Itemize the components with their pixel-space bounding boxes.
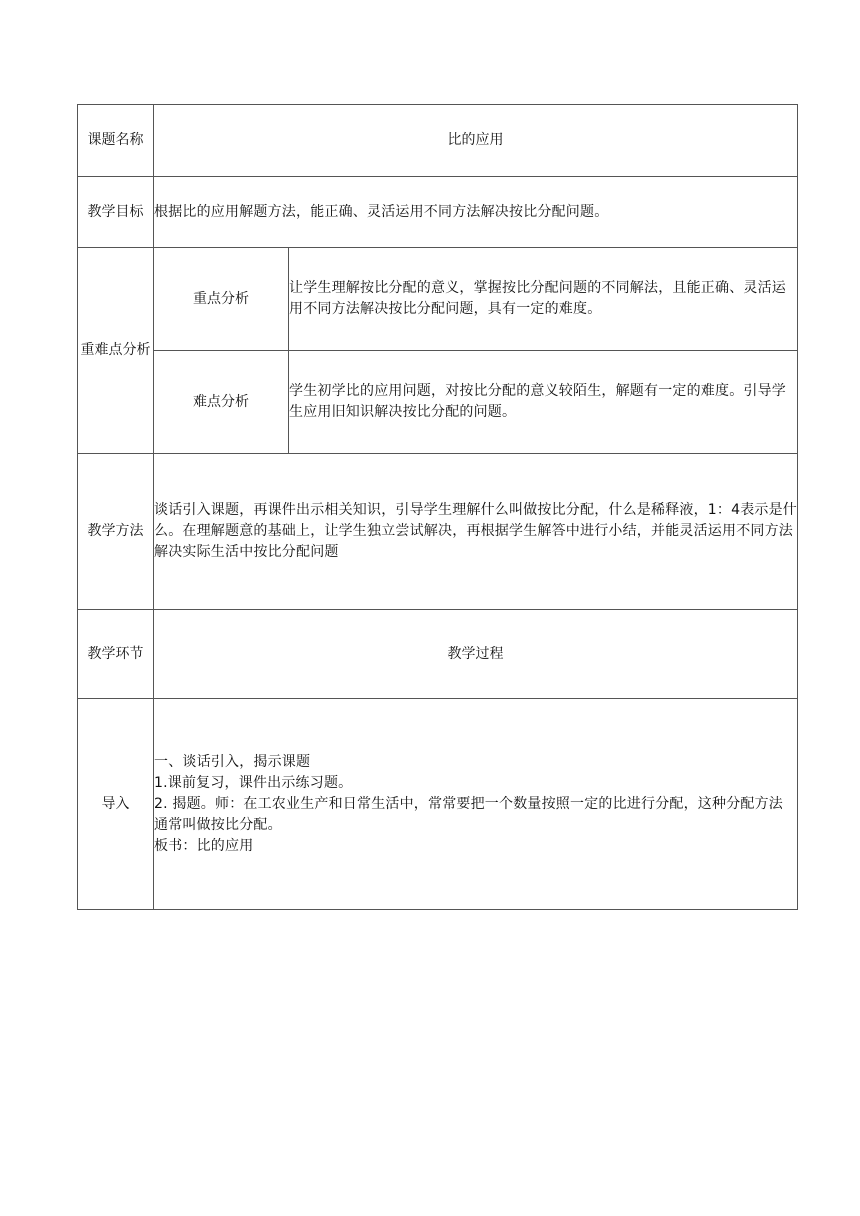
teaching-method-label: 教学方法 (78, 454, 154, 610)
teaching-process-header: 教学过程 (154, 610, 798, 699)
difficult-point-label: 难点分析 (154, 351, 289, 454)
key-point-value: 让学生理解按比分配的意义，掌握按比分配问题的不同解法，且能正确、灵活运用不同方法解决按比分配问题，具有一定的难度。 (289, 248, 798, 351)
row-difficult-point (78, 351, 798, 454)
key-point-label: 重点分析 (154, 248, 289, 351)
teaching-goal-label: 教学目标 (78, 177, 154, 248)
row-lesson-title (78, 105, 798, 177)
row-introduction (78, 699, 798, 910)
row-key-point (78, 248, 798, 351)
lesson-plan-table (77, 104, 798, 910)
difficult-point-value: 学生初学比的应用问题，对按比分配的意义较陌生，解题有一定的难度。引导学生应用旧知识解决按比分配的问题。 (289, 351, 798, 454)
analysis-label: 重难点分析 (78, 248, 154, 454)
intro-line-2: 1.课前复习，课件出示练习题。 (154, 774, 353, 791)
introduction-content (154, 699, 798, 910)
teaching-goal-value: 根据比的应用解题方法，能正确、灵活运用不同方法解决按比分配问题。 (154, 177, 798, 248)
intro-line-4: 板书：比的应用 (154, 837, 254, 854)
teaching-stage-header: 教学环节 (78, 610, 154, 699)
lesson-title-label: 课题名称 (78, 105, 154, 177)
intro-line-3: 2. 揭题。师：在工农业生产和日常生活中，常常要把一个数量按照一定的比进行分配，这种分配方法通常叫做按比分配。 (154, 795, 784, 833)
row-teaching-goal (78, 177, 798, 248)
teaching-method-value: 谈话引入课题，再课件出示相关知识，引导学生理解什么叫做按比分配，什么是稀释液，1：4表示是什么。在理解题意的基础上，让学生独立尝试解决，再根据学生解答中进行小结，并能灵活运用不同方法解决实际生活中按比分配问题 (154, 454, 798, 610)
lesson-title-value: 比的应用 (154, 105, 798, 177)
row-teaching-method (78, 454, 798, 610)
introduction-label: 导入 (78, 699, 154, 910)
intro-line-1: 一、谈话引入，揭示课题 (154, 753, 311, 770)
row-section-header (78, 610, 798, 699)
